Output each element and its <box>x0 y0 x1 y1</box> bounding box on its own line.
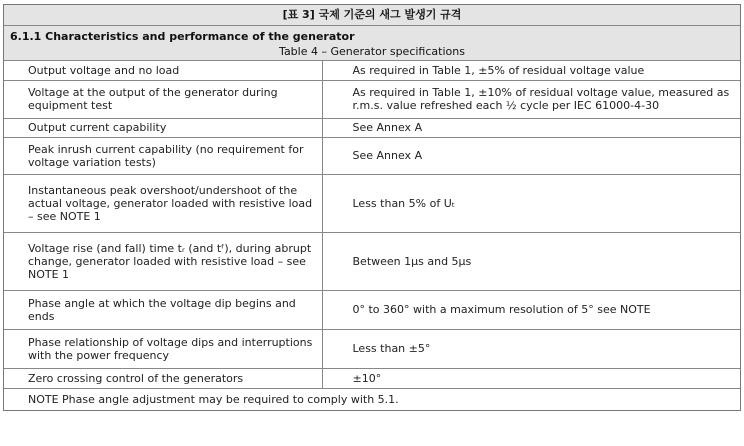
value-cell: See Annex A <box>322 137 740 174</box>
value-cell: Between 1μs and 5μs <box>322 232 740 290</box>
parameter-cell: Peak inrush current capability (no requirement for voltage variation tests) <box>4 137 322 174</box>
table-row <box>4 137 740 174</box>
parameter-cell: Voltage rise (and fall) time tᵣ (and tᶠ), during abrupt change, generator loaded with resistive load – see NOTE 1 <box>4 232 322 290</box>
table-row <box>4 61 740 80</box>
table-row <box>4 232 740 290</box>
parameter-cell: Output voltage and no load <box>4 61 322 80</box>
clause-header <box>4 26 740 61</box>
generator-spec-table <box>4 61 740 410</box>
table-row <box>4 80 740 118</box>
table-row <box>4 290 740 329</box>
value-cell: As required in Table 1, ±10% of residual voltage value, measured as r.m.s. value refreshed each ½ cycle per IEC 61000-4-30 <box>322 80 740 118</box>
parameter-cell: Output current capability <box>4 118 322 137</box>
table-caption: Table 4 – Generator specifications <box>279 45 465 58</box>
parameter-cell: Phase angle at which the voltage dip begins and ends <box>4 290 322 329</box>
note-row <box>4 388 740 410</box>
parameter-cell: Phase relationship of voltage dips and interruptions with the power frequency <box>4 329 322 368</box>
value-cell: Less than ±5° <box>322 329 740 368</box>
table-row <box>4 368 740 388</box>
parameter-cell: Voltage at the output of the generator during equipment test <box>4 80 322 118</box>
value-cell: ±10° <box>322 368 740 388</box>
value-cell: Less than 5% of Uₜ <box>322 174 740 232</box>
table-note: NOTE Phase angle adjustment may be required to comply with 5.1. <box>4 388 740 410</box>
table-row <box>4 118 740 137</box>
korean-table-title: [표 3] 국제 기준의 새그 발생기 규격 <box>4 5 740 26</box>
parameter-cell: Instantaneous peak overshoot/undershoot of the actual voltage, generator loaded with resistive load – see NOTE 1 <box>4 174 322 232</box>
value-cell: See Annex A <box>322 118 740 137</box>
table-row <box>4 329 740 368</box>
value-cell: As required in Table 1, ±5% of residual voltage value <box>322 61 740 80</box>
parameter-cell: Zero crossing control of the generators <box>4 368 322 388</box>
table-row <box>4 174 740 232</box>
clause-heading: 6.1.1 Characteristics and performance of the generator <box>10 30 355 43</box>
value-cell: 0° to 360° with a maximum resolution of 5° see NOTE <box>322 290 740 329</box>
spec-table-container <box>3 4 741 411</box>
